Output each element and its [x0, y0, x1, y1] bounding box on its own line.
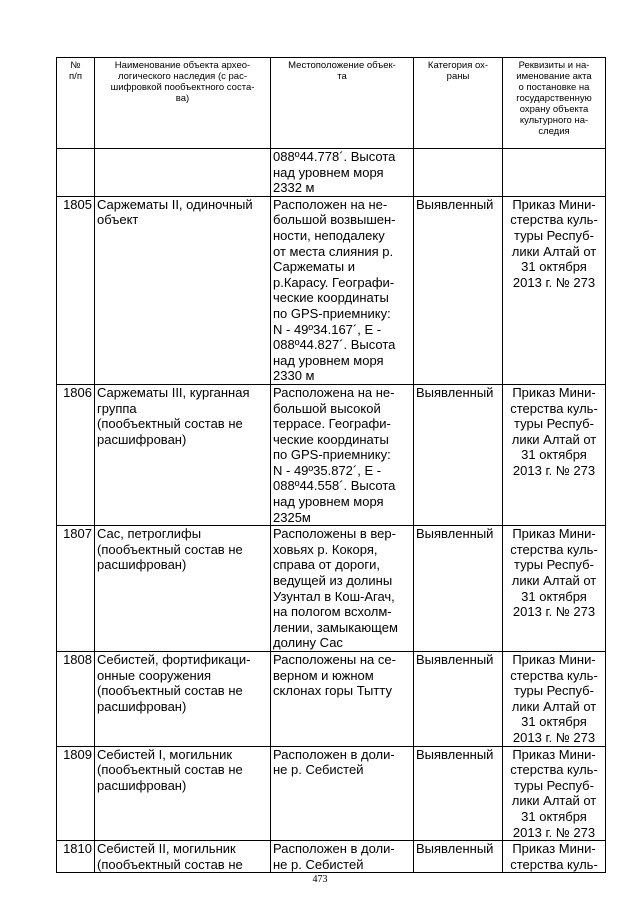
- text-line: стерства куль-: [510, 212, 598, 228]
- header-location: [271, 58, 414, 149]
- text-line: Себистей, фортификаци-: [97, 652, 251, 667]
- text-line: Себистей I, могильник: [97, 746, 233, 762]
- text-line: 2013 г. № 273: [512, 824, 596, 840]
- text-line: ведущей из долины: [273, 573, 393, 589]
- cell-number: 1808: [57, 652, 95, 747]
- cell-act: [503, 841, 606, 873]
- text-line: Саржематы III, курганная: [97, 384, 250, 400]
- text-line: (пообъектный состав не: [97, 856, 243, 872]
- text-line: следия: [538, 126, 570, 137]
- cell-act: [503, 746, 606, 841]
- text-line: большой возвышен-: [273, 212, 396, 228]
- text-line: ности, неподалеку: [273, 227, 385, 243]
- text-line: Расположена на не-: [273, 384, 395, 400]
- cell-act: [503, 526, 606, 652]
- text-line: не р. Себистей: [273, 856, 364, 872]
- cell-category: Выявленный: [414, 652, 503, 747]
- header-protection-act: [503, 58, 606, 149]
- text-line: р.Карасу. Географи-: [273, 274, 395, 290]
- text-line: 088º44.558´. Высота: [273, 478, 396, 494]
- text-line: логического наследия (с рас-: [118, 71, 247, 82]
- text-line: 31 октября: [521, 447, 587, 463]
- text-line: N - 49º34.167´, Е -: [273, 321, 382, 337]
- cell-object-name: [95, 652, 271, 747]
- text-line: ческие координаты: [273, 431, 389, 447]
- text-line: именование акта: [516, 71, 592, 82]
- text-line: Сас, петроглифы: [97, 526, 202, 542]
- cell-location: [271, 196, 414, 384]
- text-line: от места слияния р.: [273, 243, 394, 259]
- cell-act: [503, 384, 606, 525]
- text-line: 2332 м: [273, 180, 315, 196]
- text-line: туры Респуб-: [514, 777, 594, 793]
- text-line: Расположен на не-: [273, 196, 388, 212]
- cell-object-name: [95, 841, 271, 873]
- cell-category: [414, 149, 503, 197]
- cell-number: 1807: [57, 526, 95, 652]
- text-line: 2013 г. № 273: [512, 274, 596, 290]
- table-row-continued: [57, 149, 606, 197]
- cell-object-name: [95, 746, 271, 841]
- cell-object-name: [95, 384, 271, 525]
- text-line: ва): [175, 93, 190, 104]
- text-line: шифровкой пообъектного соста-: [110, 82, 255, 93]
- text-line: 31 октября: [521, 259, 587, 275]
- text-line: культурного на-: [519, 115, 589, 126]
- text-line: (пообъектный состав не: [97, 762, 243, 778]
- text-line: лики Алтай от: [511, 243, 597, 259]
- text-line: расшифрован): [97, 777, 187, 793]
- text-line: 2325м: [273, 509, 311, 525]
- text-line: Саржематы II, одиночный: [97, 196, 253, 212]
- text-line: туры Респуб-: [514, 557, 594, 573]
- text-line: Приказ Мини-: [512, 746, 596, 762]
- text-line: склонах горы Тытту: [273, 683, 392, 699]
- text-line: туры Респуб-: [514, 683, 594, 699]
- cell-location: [271, 149, 414, 197]
- table-row: [57, 526, 606, 652]
- text-line: справа от дороги,: [273, 557, 381, 573]
- cell-object-name: [95, 149, 271, 197]
- cell-act: [503, 652, 606, 747]
- text-line: онные сооружения: [97, 667, 212, 683]
- table-header-row: [57, 58, 606, 149]
- text-line: Приказ Мини-: [512, 526, 596, 542]
- text-line: стерства куль-: [510, 400, 598, 416]
- cell-number: 1809: [57, 746, 95, 841]
- table-row: [57, 384, 606, 525]
- text-line: над уровнем моря: [273, 164, 384, 180]
- page-number: 473: [312, 874, 328, 885]
- cell-location: [271, 526, 414, 652]
- header-protection-category: [414, 58, 503, 149]
- text-line: по GPS-приемнику:: [273, 305, 391, 321]
- header-object-name: [95, 58, 271, 149]
- text-line: объект: [97, 212, 139, 228]
- table-row: [57, 652, 606, 747]
- text-line: Приказ Мини-: [512, 652, 596, 667]
- cell-number: [57, 149, 95, 197]
- text-line: о постановке на: [518, 82, 590, 93]
- text-line: большой высокой: [273, 400, 381, 416]
- cell-location: [271, 746, 414, 841]
- text-line: (пообъектный состав не: [97, 416, 243, 432]
- text-line: Приказ Мини-: [512, 841, 596, 857]
- text-line: Наименование объекта архео-: [114, 60, 251, 71]
- table-row: [57, 196, 606, 384]
- cell-number: 1806: [57, 384, 95, 525]
- cell-category: Выявленный: [414, 746, 503, 841]
- text-line: 2013 г. № 273: [512, 462, 596, 478]
- cell-category: Выявленный: [414, 196, 503, 384]
- cell-category: Выявленный: [414, 526, 503, 652]
- text-line: Местоположение объек-: [288, 60, 396, 71]
- text-line: 31 октября: [521, 808, 587, 824]
- text-line: по GPS-приемнику:: [273, 447, 391, 463]
- text-line: Приказ Мини-: [512, 384, 596, 400]
- text-line: над уровнем моря: [273, 352, 384, 368]
- text-line: стерства куль-: [510, 667, 598, 683]
- text-line: верном и южном: [273, 667, 374, 683]
- text-line: та: [337, 71, 347, 82]
- text-line: ческие координаты: [273, 290, 389, 306]
- cell-act: [503, 149, 606, 197]
- text-line: 2013 г. № 273: [512, 729, 596, 745]
- text-line: лении, замыкающем: [273, 619, 398, 635]
- table-row: [57, 746, 606, 841]
- text-line: N - 49º35.872´, Е -: [273, 462, 382, 478]
- text-line: туры Респуб-: [514, 227, 594, 243]
- text-line: на пологом всхолм-: [273, 604, 392, 620]
- cell-object-name: [95, 526, 271, 652]
- text-line: п/п: [69, 71, 82, 82]
- text-line: Себистей II, могильник: [97, 841, 236, 857]
- text-line: лики Алтай от: [511, 793, 597, 809]
- text-line: Расположены в вер-: [273, 526, 396, 542]
- text-line: 2013 г. № 273: [512, 604, 596, 620]
- text-line: стерства куль-: [510, 856, 598, 872]
- text-line: над уровнем моря: [273, 494, 384, 510]
- text-line: 088º44.827´. Высота: [273, 337, 396, 353]
- text-line: Саржематы и: [273, 259, 355, 275]
- text-line: 31 октября: [521, 588, 587, 604]
- text-line: 31 октября: [521, 714, 587, 730]
- text-line: группа: [97, 400, 137, 416]
- text-line: туры Респуб-: [514, 416, 594, 432]
- text-line: Приказ Мини-: [512, 196, 596, 212]
- text-line: лики Алтай от: [511, 573, 597, 589]
- text-line: Узунтал в Кош-Агач,: [273, 588, 395, 604]
- text-line: стерства куль-: [510, 762, 598, 778]
- header-number: [57, 58, 95, 149]
- text-line: 088º44.778´. Высота: [273, 149, 396, 164]
- text-line: Расположены на се-: [273, 652, 396, 667]
- text-line: стерства куль-: [510, 541, 598, 557]
- text-line: Категория ох-: [427, 60, 489, 71]
- text-line: Расположен в доли-: [273, 841, 395, 857]
- text-line: террасе. Географи-: [273, 416, 391, 432]
- cell-number: 1805: [57, 196, 95, 384]
- heritage-registry-table: [56, 57, 606, 873]
- cell-act: [503, 196, 606, 384]
- text-line: расшифрован): [97, 698, 187, 714]
- text-line: расшифрован): [97, 557, 187, 573]
- text-line: ховьях р. Кокоря,: [273, 541, 378, 557]
- text-line: расшифрован): [97, 431, 187, 447]
- table-row: [57, 841, 606, 873]
- cell-location: [271, 384, 414, 525]
- text-line: лики Алтай от: [511, 431, 597, 447]
- cell-object-name: [95, 196, 271, 384]
- cell-number: 1810: [57, 841, 95, 873]
- cell-location: [271, 652, 414, 747]
- text-line: государственную: [516, 93, 592, 104]
- text-line: (пообъектный состав не: [97, 683, 243, 699]
- cell-location: [271, 841, 414, 873]
- text-line: (пообъектный состав не: [97, 541, 243, 557]
- text-line: раны: [446, 71, 470, 82]
- text-line: Реквизиты и на-: [518, 60, 590, 71]
- text-line: 2330 м: [273, 368, 315, 384]
- cell-category: Выявленный: [414, 841, 503, 873]
- text-line: долину Сас: [273, 635, 343, 651]
- text-line: не р. Себистей: [273, 762, 364, 778]
- text-line: лики Алтай от: [511, 698, 597, 714]
- text-line: Расположен в доли-: [273, 746, 395, 762]
- text-line: охрану объекта: [519, 104, 589, 115]
- text-line: №: [70, 60, 81, 71]
- cell-category: Выявленный: [414, 384, 503, 525]
